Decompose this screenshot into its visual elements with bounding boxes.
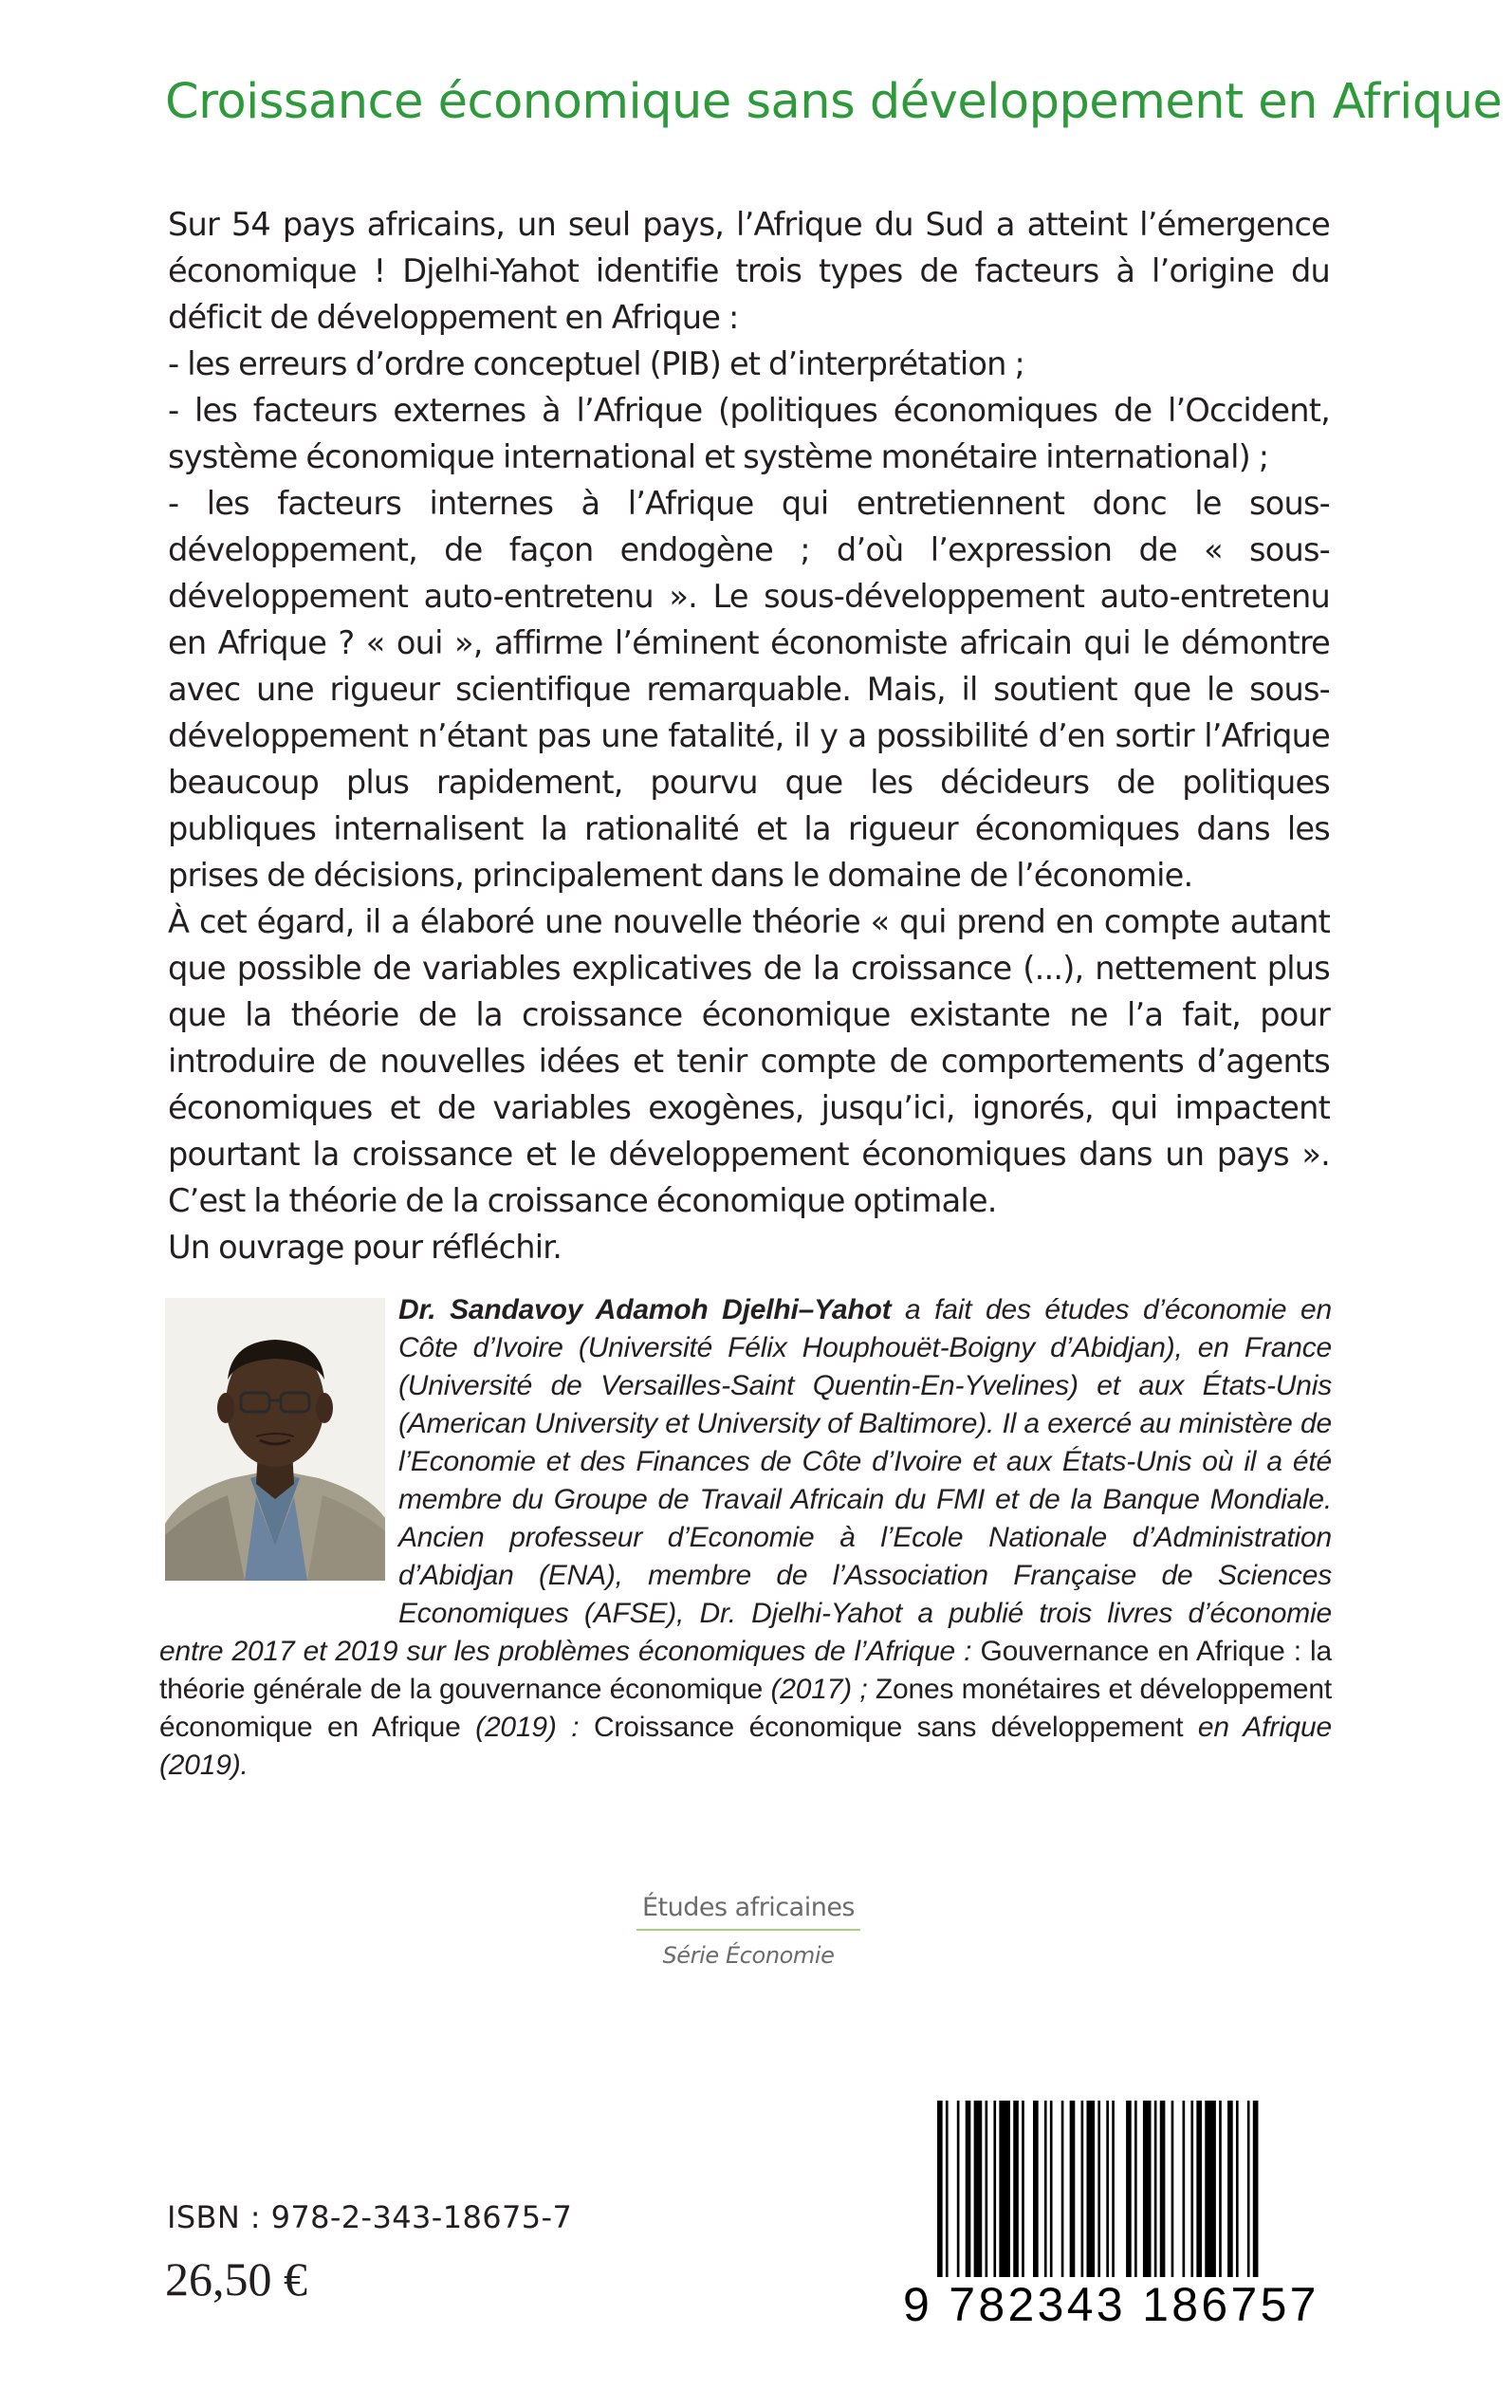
blurb-list-item-conceptual: - les erreurs d’ordre conceptuel (PIB) et d’interprétation ; — [168, 345, 1024, 382]
barcode-digits: 9 782343 186757 — [903, 2278, 1319, 2331]
barcode-bar — [1070, 2101, 1076, 2277]
photo-spacer — [159, 1291, 398, 1597]
barcode-bar — [1205, 2101, 1216, 2277]
barcode-bar — [986, 2101, 988, 2277]
back-cover-blurb — [168, 201, 1330, 1270]
barcode-bar — [1227, 2101, 1233, 2277]
barcode-bar — [1134, 2101, 1137, 2277]
blurb-closing-line: Un ouvrage pour réfléchir. — [168, 1229, 562, 1266]
barcode-bar — [1050, 2101, 1053, 2277]
blurb-paragraph-intro: Sur 54 pays africains, un seul pays, l’Afrique du Sud a atteint l’émergence économique ! Djelhi-Yahot identifie trois types de facteurs à l’origine du déficit de développement en Afrique : — [168, 206, 1330, 336]
barcode-bar — [993, 2101, 996, 2277]
barcode-bar — [1106, 2101, 1109, 2277]
book-year-2: (2019) : — [460, 1712, 594, 1743]
barcode-bar — [1171, 2101, 1174, 2277]
barcode-bar — [974, 2101, 983, 2277]
blurb-list-item-internal: - les facteurs internes à l’Afrique qui entretiennent donc le sous-développement, de façon endogène ; d’où l’expression de « sous-développement auto-entretenu ». Le sous-développement auto-entretenu en Afrique ? « oui », affirme l’éminent économiste africain qui le démontre avec une rigueur scientifique remarquable. Mais, il soutient que le sous-développement n’étant pas une fatalité, il y a possibilité d’en sortir l’Afrique beaucoup plus rapidement, pourvu que les décideurs de politiques publiques internalisent la rationalité et la rigueur économiques dans les prises de décisions, principalement dans le domaine de l’économie. — [168, 485, 1330, 894]
barcode-bar — [1061, 2101, 1064, 2277]
book-year-1: (2017) ; — [763, 1674, 876, 1705]
barcode-bar — [937, 2101, 943, 2277]
series-name: Études africaines — [642, 1893, 855, 1922]
book-title-3: Croissance économique sans développement — [593, 1712, 1184, 1743]
barcode-bar — [1183, 2101, 1186, 2277]
book-title-3-tail: en Afrique (2019). — [159, 1712, 1332, 1781]
barcode-bar — [946, 2101, 949, 2277]
book-title-1: Gouvernance en Afrique : la théorie générale de la gouvernance économique — [159, 1636, 1333, 1705]
blurb-paragraph-theory: À cet égard, il a élaboré une nouvelle théorie « qui prend en compte autant que possible de variables explicatives de la croissance (...), nettement plus que la théorie de la croissance économique existante ne l’a fait, pour introduire de nouvelles idées et tenir compte de comportements d’agents économiques et de variables exogènes, jusqu’ici, ignorés, qui impactent pourtant la croissance et le développement économiques dans un pays ». C’est la théorie de la croissance économique optimale. — [168, 903, 1330, 1219]
barcode-bar — [957, 2101, 960, 2277]
book-title: Croissance économique sans développement en Afrique — [165, 74, 1503, 130]
barcode-bar — [1253, 2101, 1259, 2277]
series-label — [635, 1893, 862, 1969]
barcode-bar — [1033, 2101, 1039, 2277]
barcode-bar — [1112, 2101, 1115, 2277]
barcode-bar — [1143, 2101, 1152, 2277]
barcode-bar — [1236, 2101, 1239, 2277]
price: 26,50 € — [165, 2252, 307, 2306]
barcode-bar — [966, 2101, 971, 2277]
barcode-bar — [1160, 2101, 1166, 2277]
author-biography — [159, 1291, 1332, 1785]
barcode-bar — [1196, 2101, 1202, 2277]
bio-text: a fait des études d’économie en Côte d’Ivoire (Université Félix Houphouët-Boigny d’Abidjan), en France (Université de Versailles-Saint Quentin-En-Yvelines) et aux États-Unis (American University et University of Baltimore). Il a exercé au ministère de l’Economie et des Finances de Côte d’Ivoire et aux États-Unis où il a été membre du Groupe de Travail Africain du FMI et de la Banque Mondiale. Ancien professeur d’Economie à l’Ecole Nationale d’Administration d’Abidjan (ENA), membre de l’Association Française de Sciences Economiques (AFSE), Dr. Djelhi-Yahot a publié trois livres d’économie entre 2017 et 2019 sur les problèmes économiques de l’Afrique : — [159, 1294, 1332, 1667]
book-title-2: Zones monétaires et développement économique en Afrique — [159, 1674, 1333, 1743]
barcode-bar — [1013, 2101, 1019, 2277]
series-subtitle: Série Économie — [662, 1942, 835, 1969]
blurb-list-item-external: - les facteurs externes à l’Afrique (politiques économiques de l’Occident, système économique international et système monétaire international) ; — [168, 392, 1330, 475]
barcode-bar — [1086, 2101, 1095, 2277]
barcode-bar — [1022, 2101, 1024, 2277]
barcode-bar — [1247, 2101, 1250, 2277]
barcode-bar — [1190, 2101, 1193, 2277]
barcode-bar — [1219, 2101, 1222, 2277]
barcode-bar — [1081, 2101, 1084, 2277]
barcode-bar — [1154, 2101, 1157, 2277]
author-name: Dr. Sandavoy Adamoh Djelhi–Yahot — [398, 1294, 892, 1325]
barcode-bar — [1044, 2101, 1047, 2277]
barcode-bar — [1126, 2101, 1132, 2277]
barcode-bar — [1097, 2101, 1100, 2277]
isbn: ISBN : 978-2-343-18675-7 — [167, 2199, 573, 2235]
barcode-bar — [999, 2101, 1010, 2277]
